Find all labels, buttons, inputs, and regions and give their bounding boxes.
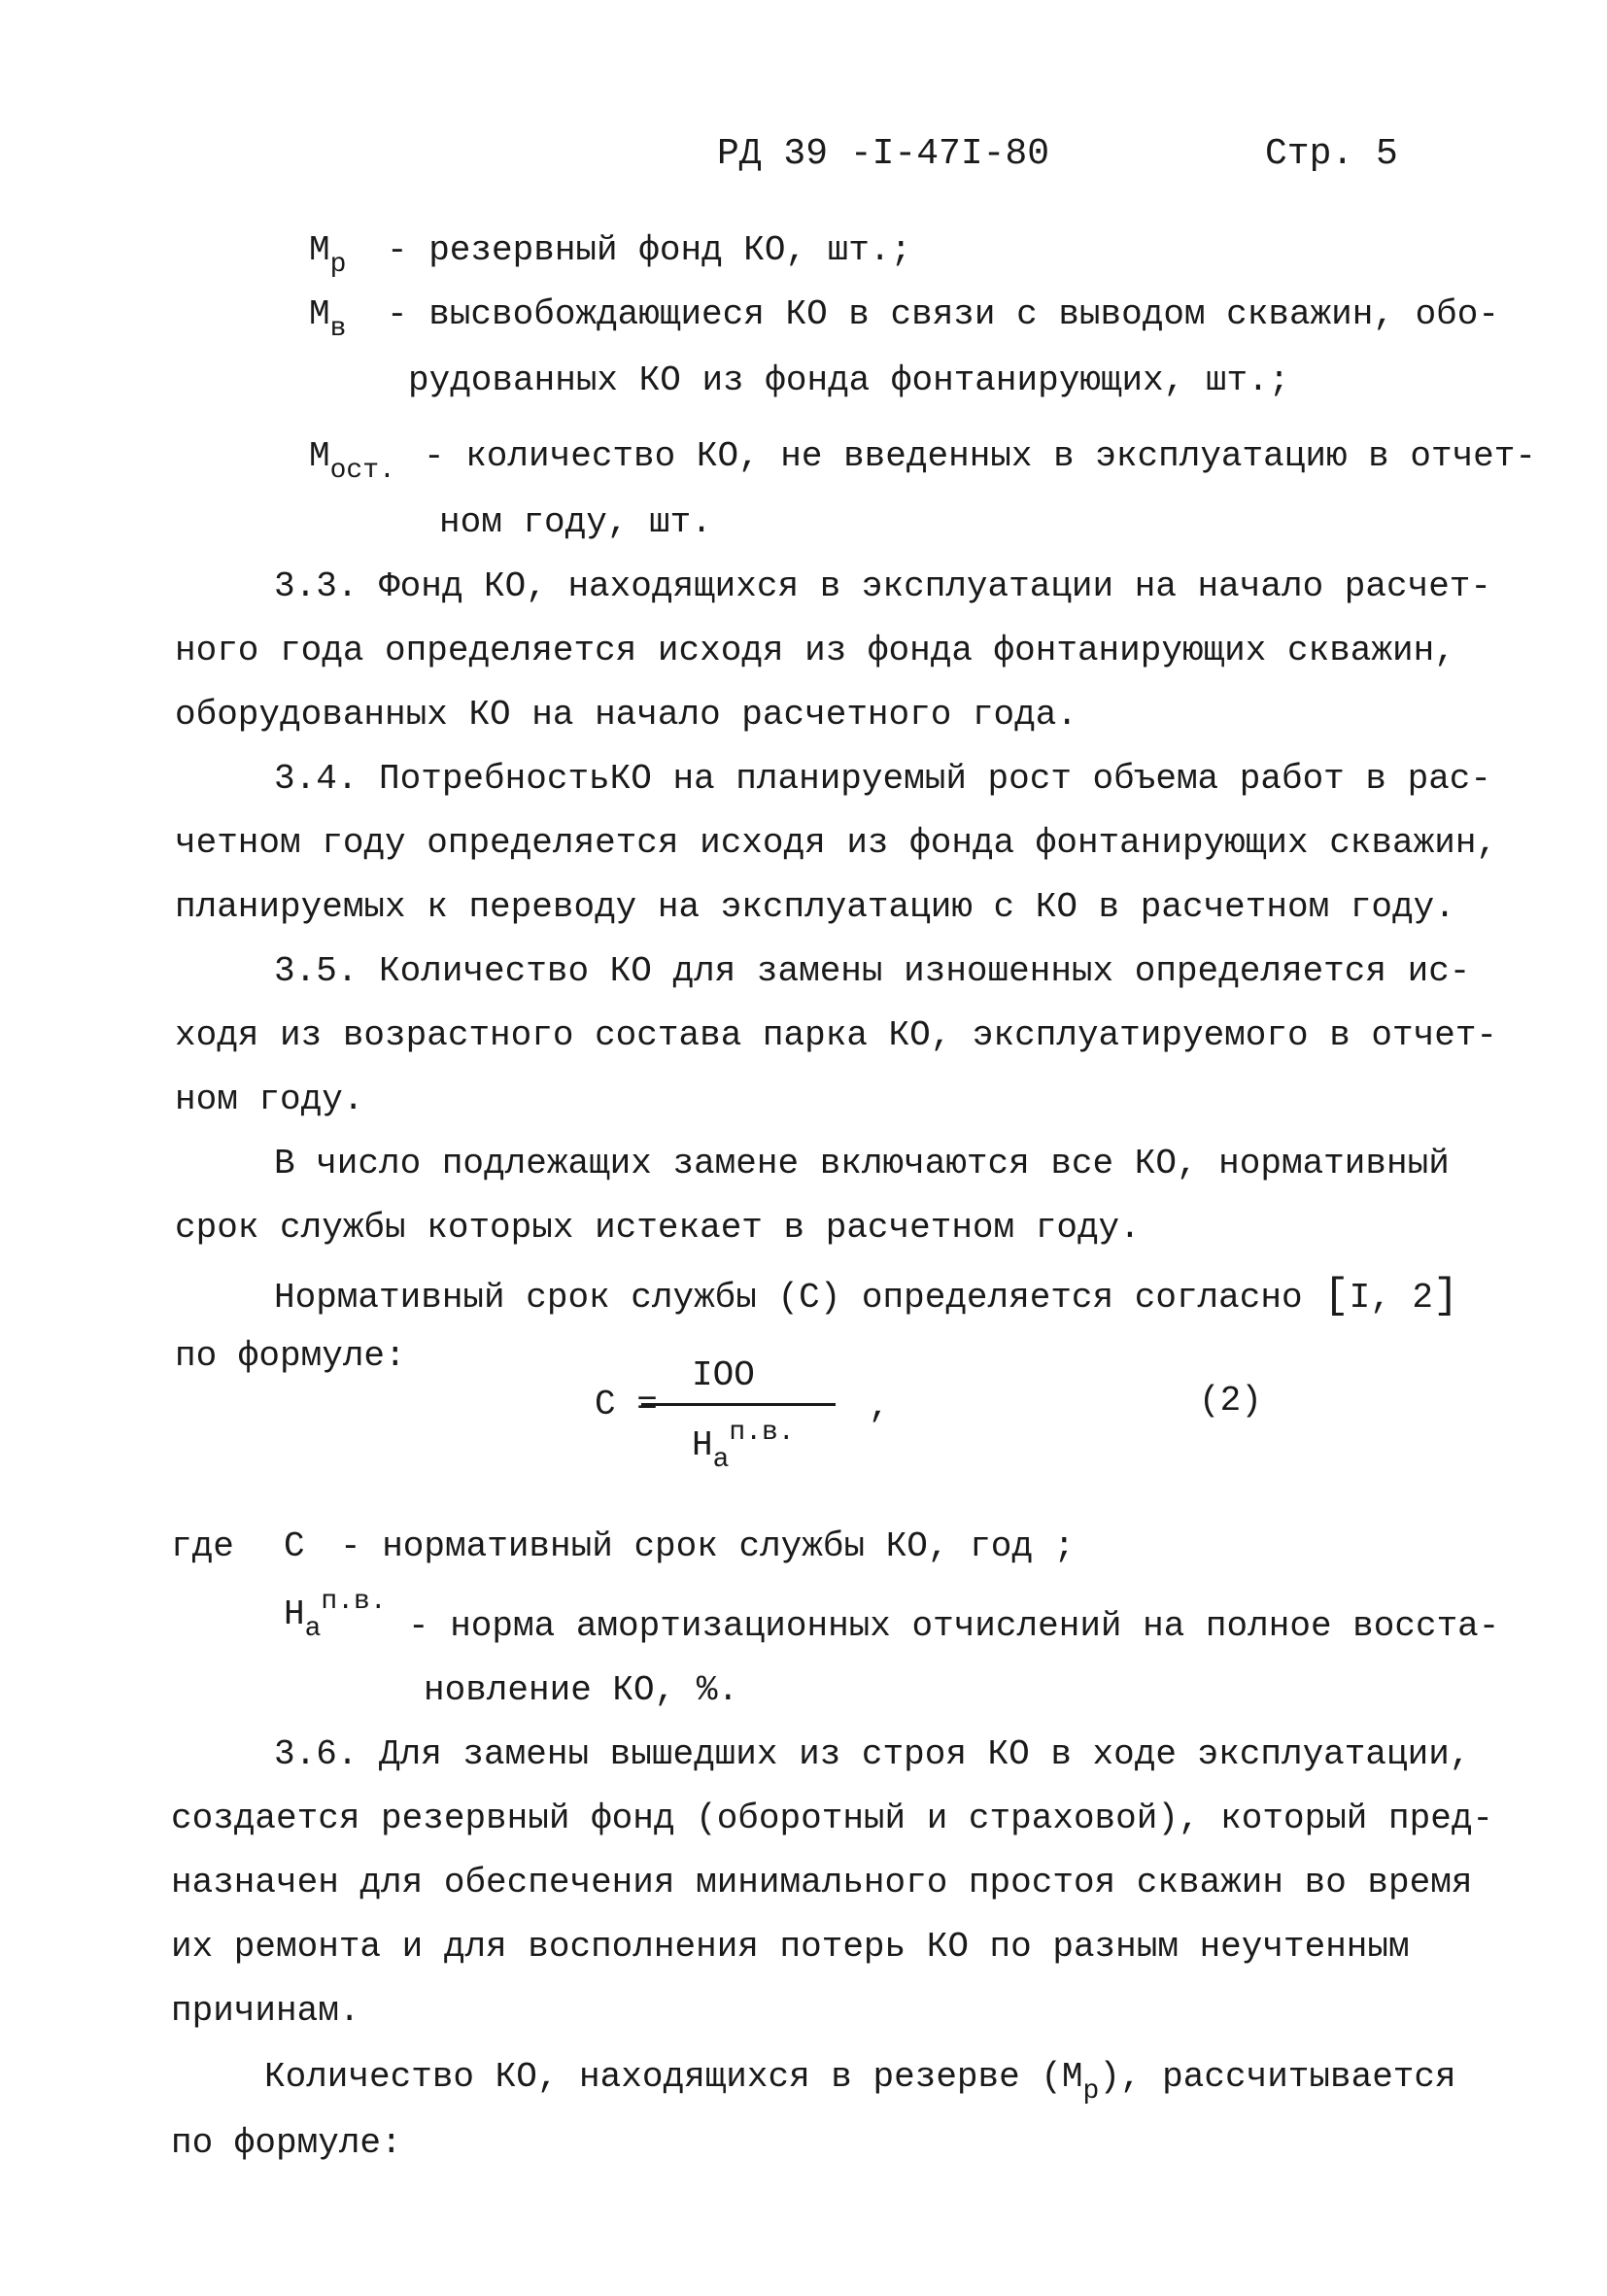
reference-open-bracket: [ — [1323, 1272, 1350, 1320]
where-h-cont: новление КО, %. — [424, 1670, 739, 1710]
formula-comma: , — [869, 1387, 890, 1426]
formula-fraction-bar — [641, 1403, 836, 1406]
h-sup: п.в. — [321, 1587, 387, 1617]
paragraph-3-6-line: назначен для обеспечения минимального простоя скважин во время — [171, 1863, 1473, 1902]
paragraph-3-4-line: четном году определяется исходя из фонда фонтанирующих скважин, — [175, 823, 1498, 863]
where-h-symbol — [284, 1587, 387, 1644]
document-code: РД 39 -I-47I-80 — [717, 133, 1050, 175]
formula-denominator — [692, 1418, 795, 1475]
symbol-m: М — [309, 230, 330, 270]
reference-close-bracket: ] — [1433, 1272, 1459, 1320]
symbol-sub: р — [329, 250, 347, 280]
where-label: где — [171, 1526, 234, 1566]
definition-mv-text: - высвобождающиеся КО в связи с выводом скважин, обо- — [387, 294, 1499, 334]
formula-number: (2) — [1199, 1381, 1262, 1421]
symbol-m: М — [309, 436, 330, 476]
reserve-text-b: ), рассчитывается — [1099, 2057, 1456, 2097]
paragraph-3-5-line: ном году. — [175, 1079, 364, 1119]
paragraph-3-5-line: ходя из возрастного состава парка КО, эксплуатируемого в отчет- — [175, 1015, 1498, 1055]
formula-lhs: С = — [595, 1385, 658, 1424]
formula-numerator: IOO — [692, 1355, 755, 1395]
reserve-sub: р — [1082, 2076, 1100, 2107]
definition-mv — [309, 294, 347, 344]
symbol-sub: в — [329, 314, 347, 344]
symbol-m: М — [309, 294, 330, 334]
paragraph-3-3-line: 3.3. Фонд КО, находящихся в эксплуатации на начало расчет- — [274, 566, 1492, 606]
reference-text: I, 2 — [1349, 1278, 1434, 1318]
where-c-text: - нормативный срок службы КО, год ; — [340, 1526, 1076, 1566]
den-sup: п.в. — [729, 1418, 795, 1448]
paragraph-3-3-line: оборудованных КО на начало расчетного года. — [175, 695, 1077, 735]
paragraph-3-4-line: 3.4. ПотребностьКО на планируемый рост объема работ в рас- — [274, 759, 1492, 799]
paragraph-3-3-line: ного года определяется исходя из фонда фонтанирующих скважин, — [175, 631, 1455, 670]
paragraph-3-6-line: создается резервный фонд (оборотный и страховой), который пред- — [171, 1799, 1494, 1838]
paragraph-3-6-line: причинам. — [171, 1991, 360, 2031]
reserve-text-a: Количество КО, находящихся в резерве (М — [264, 2057, 1083, 2097]
definition-mr — [309, 230, 347, 280]
symbol-sub: ост. — [329, 456, 395, 486]
h-sub: а — [304, 1614, 322, 1644]
paragraph-reserve — [264, 2057, 1456, 2107]
where-c-symbol: С — [284, 1526, 305, 1566]
paragraph-3-6-line: их ремонта и для восполнения потерь КО по разным неучтенным — [171, 1927, 1410, 1967]
definition-most-text: - количество КО, не введенных в эксплуатацию в отчет- — [424, 436, 1536, 476]
definition-most — [309, 436, 395, 486]
paragraph-replacement-line: В число подлежащих замене включаются все КО, нормативный — [274, 1144, 1450, 1183]
h-base: Н — [284, 1594, 305, 1634]
by-formula-label: по формуле: — [175, 1336, 406, 1376]
definition-mv-cont: рудованных КО из фонда фонтанирующих, шт.; — [408, 360, 1290, 400]
den-base: Н — [692, 1425, 713, 1465]
paragraph-3-5-line: 3.5. Количество КО для замены изношенных определяется ис- — [274, 951, 1471, 991]
definition-most-cont: ном году, шт. — [439, 502, 712, 542]
paragraph-3-6-line: 3.6. Для замены вышедших из строя КО в ходе эксплуатации, — [274, 1734, 1471, 1774]
paragraph-service-life — [274, 1272, 1459, 1320]
where-h-text: - норма амортизационных отчислений на полное восста- — [408, 1606, 1500, 1646]
paragraph-3-4-line: планируемых к переводу на эксплуатацию с КО в расчетном году. — [175, 887, 1455, 927]
den-sub: а — [712, 1445, 730, 1475]
definition-mr-text: - резервный фонд КО, шт.; — [387, 230, 912, 270]
by-formula-label-2: по формуле: — [171, 2123, 402, 2163]
page-number: Стр. 5 — [1265, 133, 1398, 175]
paragraph-replacement-line: срок службы которых истекает в расчетном году. — [175, 1208, 1141, 1248]
service-life-text: Нормативный срок службы (С) определяется согласно — [274, 1278, 1303, 1318]
